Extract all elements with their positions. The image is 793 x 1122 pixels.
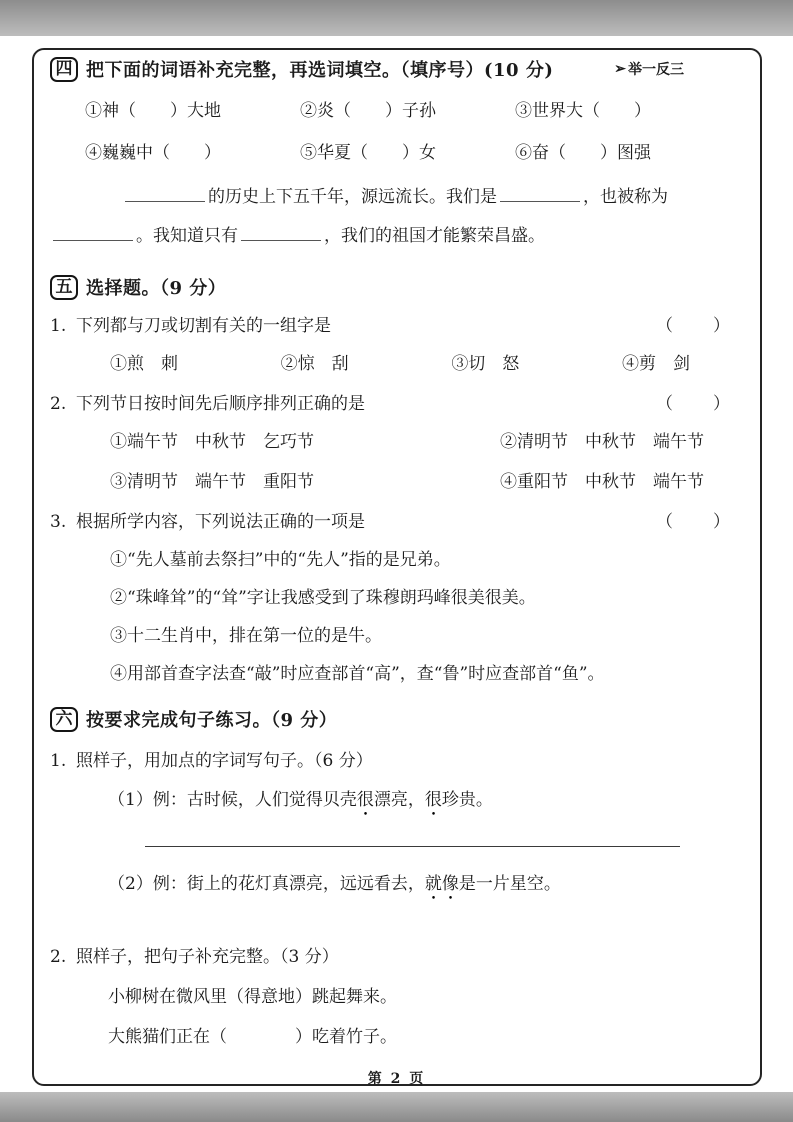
section-tag-label: 举一反三 <box>628 62 684 78</box>
question-number: 1. <box>50 751 67 771</box>
question-number: 2. <box>50 947 67 967</box>
word-item: ③世界大（ ） <box>515 101 651 121</box>
example-text: （1）例：古时候，人们觉得贝壳 <box>108 790 357 810</box>
scan-edge-top <box>0 0 793 36</box>
emphasized-word: 很 <box>356 790 374 810</box>
question-3 <box>50 509 742 536</box>
emphasized-word: 就像 <box>424 874 459 894</box>
answer-bracket: （ ） <box>656 512 732 532</box>
section-title: 把下面的词语补充完整，再选词填空。（填序号）(10 分) <box>86 60 554 81</box>
completion-sentence: 大熊猫们正在（ ）吃着竹子。 <box>108 1027 397 1047</box>
section-marker: 六 <box>50 707 78 732</box>
question-text: 下列都与刀或切割有关的一组字是 <box>76 316 331 336</box>
option: ②清明节 中秋节 端午节 <box>500 432 704 452</box>
fill-text: 的历史上下五千年，源远流长。我们是 <box>208 187 497 207</box>
question-text: 照样子，把句子补充完整。（3 分） <box>76 947 339 967</box>
sentence-exercise-2 <box>50 944 742 971</box>
option: ④用部首查字法查“敲”时应查部首“高”，查“鲁”时应查部首“鱼”。 <box>110 664 605 684</box>
question-1 <box>50 313 742 340</box>
option: ③清明节 端午节 重阳节 <box>110 472 314 492</box>
example-text: （2）例：街上的花灯真漂亮，远远看去， <box>108 874 425 894</box>
question-2-options <box>50 429 742 496</box>
section-5-header <box>50 274 742 300</box>
answer-bracket: （ ） <box>656 394 732 414</box>
model-sentence: 小柳树在微风里（得意地）跳起舞来。 <box>108 987 397 1007</box>
scan-edge-bottom <box>0 1092 793 1122</box>
option: ④剪 剑 <box>621 354 690 374</box>
question-text: 照样子，用加点的字词写句子。（6 分） <box>76 751 373 771</box>
answer-blank <box>500 185 580 202</box>
emphasized-word: 很 <box>424 790 442 810</box>
question-number: 2. <box>50 394 67 414</box>
question-3-options <box>50 547 742 688</box>
example-text: 珍贵。 <box>441 790 493 810</box>
answer-blank <box>53 224 133 241</box>
word-item: ⑤华夏（ ）女 <box>300 143 436 163</box>
example-text: 是一片星空。 <box>458 874 561 894</box>
section-4-header <box>50 56 742 82</box>
arrow-icon: ➢ <box>614 61 626 77</box>
example-text: 漂亮， <box>373 790 425 810</box>
section-tag <box>614 59 742 79</box>
answer-blank <box>125 185 205 202</box>
option: ①“先人墓前去祭扫”中的“先人”指的是兄弟。 <box>110 550 451 570</box>
example-sentence-2 <box>50 871 742 904</box>
fill-in-paragraph <box>50 178 742 256</box>
sentence-exercise-1 <box>50 748 742 775</box>
answer-bracket: （ ） <box>656 316 732 336</box>
question-2 <box>50 391 742 418</box>
option: ①端午节 中秋节 乞巧节 <box>110 432 314 452</box>
page-content <box>50 56 742 1051</box>
question-1-options <box>50 351 742 378</box>
option: ②“珠峰耸”的“耸”字让我感受到了珠穆朗玛峰很美很美。 <box>110 588 536 608</box>
answer-blank <box>241 224 321 241</box>
option: ①煎 刺 <box>110 354 178 374</box>
word-item: ②炎（ ）子孙 <box>300 101 436 121</box>
fill-text: 。我知道只有 <box>136 226 238 246</box>
option: ④重阳节 中秋节 端午节 <box>500 472 704 492</box>
fill-text: 为 <box>651 187 668 207</box>
fill-text: ，也被称 <box>583 187 651 207</box>
option: ③十二生肖中，排在第一位的是牛。 <box>110 626 382 646</box>
question-text: 根据所学内容，下列说法正确的一项是 <box>76 512 365 532</box>
example-sentence-1 <box>50 787 742 820</box>
fill-text: ，我们的祖国才能繁荣昌盛。 <box>324 226 545 246</box>
page-number: 第 2 页 <box>367 1071 426 1087</box>
option: ③切 怒 <box>451 354 520 374</box>
answer-writing-line <box>145 846 680 847</box>
word-item: ⑥奋（ ）图强 <box>515 143 651 163</box>
section-marker: 四 <box>50 57 78 82</box>
section-6-header <box>50 706 742 732</box>
question-number: 1. <box>50 316 67 336</box>
question-text: 下列节日按时间先后顺序排列正确的是 <box>76 394 365 414</box>
section-title: 选择题。（9 分） <box>86 278 227 299</box>
option: ②惊 刮 <box>280 354 349 374</box>
section-marker: 五 <box>50 275 78 300</box>
word-item: ①神（ ）大地 <box>85 101 221 121</box>
word-completion-items <box>50 98 742 166</box>
word-item: ④巍巍中（ ） <box>85 143 221 163</box>
question-number: 3. <box>50 512 67 532</box>
section-title: 按要求完成句子练习。（9 分） <box>86 710 338 731</box>
